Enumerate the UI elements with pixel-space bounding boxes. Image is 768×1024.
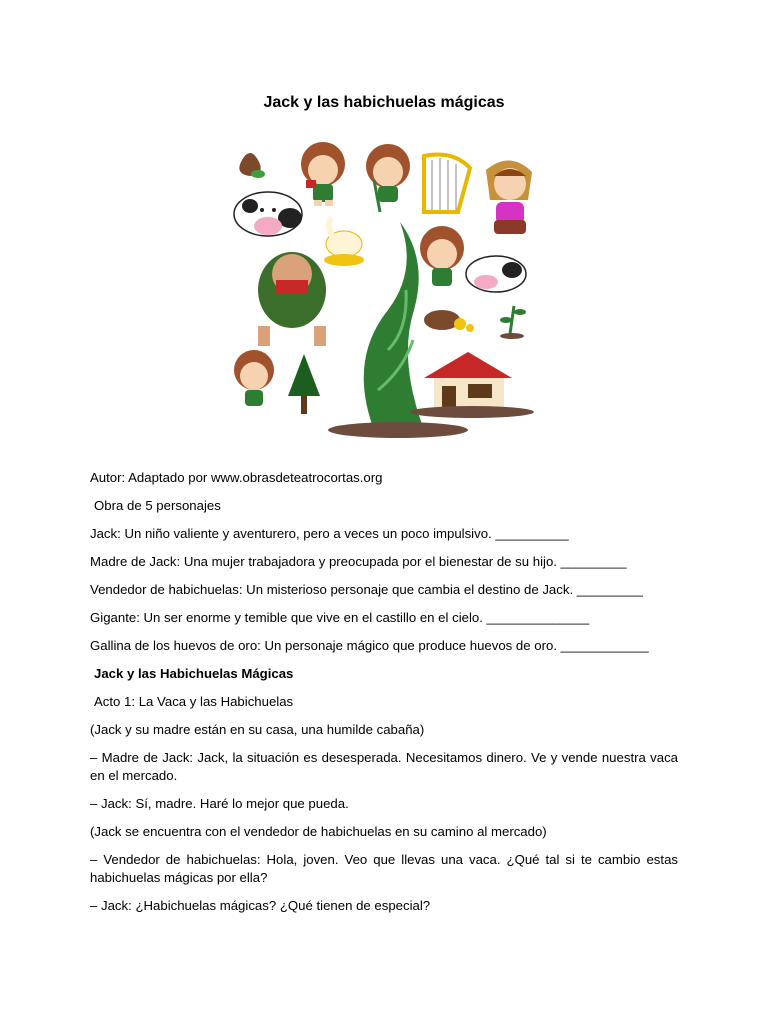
jack-climbing-icon xyxy=(366,144,410,212)
paragraph: Vendedor de habichuelas: Un misterioso personaje que cambia el destino de Jack. _________ xyxy=(90,582,643,597)
sprout-icon xyxy=(500,306,526,339)
jack-standing-icon xyxy=(420,226,464,286)
paragraph: – Jack: Sí, madre. Haré lo mejor que pueda. xyxy=(90,796,349,811)
golden-harp-icon xyxy=(424,155,470,213)
paragraph: – Jack: ¿Habichuelas mágicas? ¿Qué tienen de especial? xyxy=(90,898,431,913)
cow-icon xyxy=(234,192,302,236)
tree-icon xyxy=(288,354,320,414)
bean-bag-icon xyxy=(239,153,265,178)
paragraph: Madre de Jack: Una mujer trabajadora y preocupada por el bienestar de su hijo. _________ xyxy=(90,554,627,569)
paragraph: Autor: Adaptado por www.obrasdeteatrocortas.org xyxy=(90,470,383,485)
paragraph: Acto 1: La Vaca y las Habichuelas xyxy=(94,694,294,709)
gold-sack-icon xyxy=(424,310,474,332)
paragraph: (Jack y su madre están en su casa, una humilde cabaña) xyxy=(90,722,425,737)
paragraph: – Vendedor de habichuelas: Hola, joven. Veo que llevas una vaca. ¿Qué tal si te cambio estas habichuelas mágicas por ella? xyxy=(90,852,678,885)
mother-character-icon xyxy=(486,160,532,234)
paragraph: Jack: Un niño valiente y aventurero, pero a veces un poco impulsivo. __________ xyxy=(90,526,569,541)
paragraph: Gallina de los huevos de oro: Un personaje mágico que produce huevos de oro. ____________ xyxy=(90,638,649,653)
jack-character-icon xyxy=(301,142,345,206)
paragraph: Gigante: Un ser enorme y temible que vive en el castillo en el cielo. ______________ xyxy=(90,610,590,625)
jack-small-icon xyxy=(234,350,274,406)
cow-right-icon xyxy=(466,256,526,292)
paragraph: – Madre de Jack: Jack, la situación es desesperada. Necesitamos dinero. Ve y vende nuestra vaca en el mercado. xyxy=(90,750,678,783)
paragraph: (Jack se encuentra con el vendedor de habichuelas en su camino al mercado) xyxy=(90,824,547,839)
document-body xyxy=(90,469,678,925)
paragraph: Jack y las Habichuelas Mágicas xyxy=(94,666,294,681)
paragraph: Obra de 5 personajes xyxy=(94,498,221,513)
cottage-icon xyxy=(410,352,534,418)
giant-character-icon xyxy=(258,252,326,346)
golden-goose-icon xyxy=(324,218,364,266)
story-characters-illustration-icon xyxy=(228,140,540,440)
document-title: Jack y las habichuelas mágicas xyxy=(263,94,505,111)
